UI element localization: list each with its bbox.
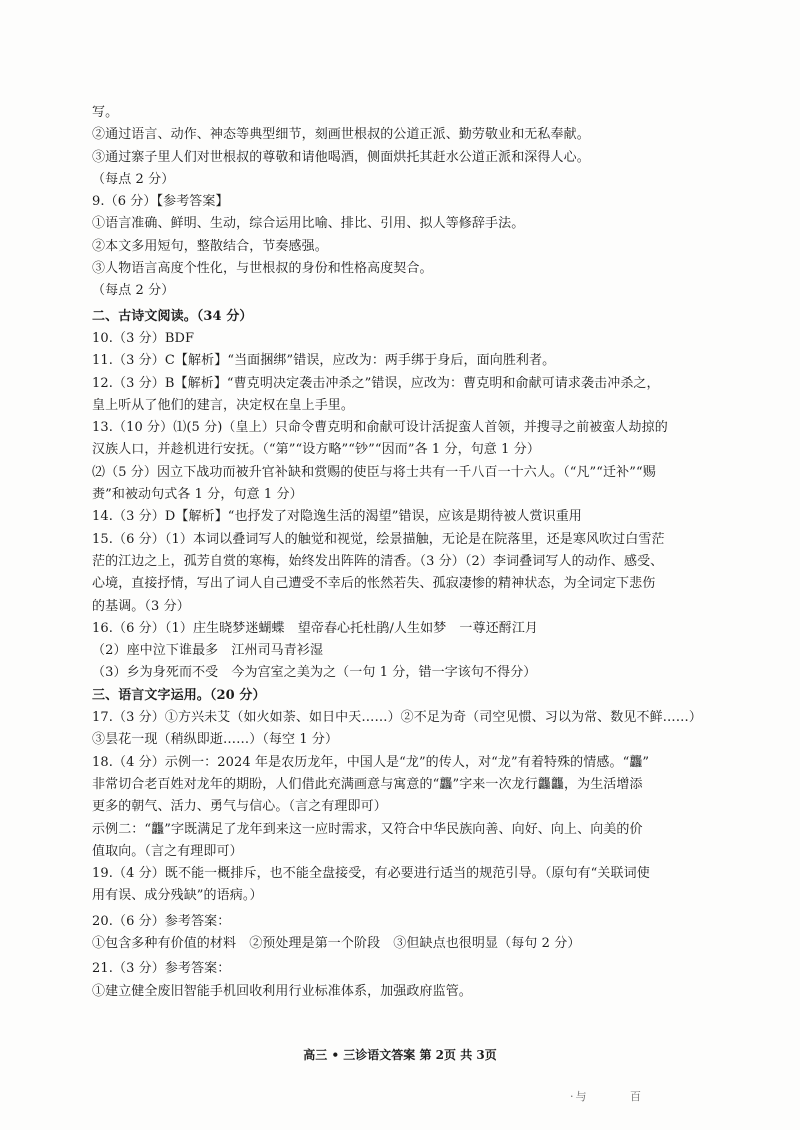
text-line: 19.（4 分）既不能一概排斥，也不能全盘接受，有必要进行适当的规范引导。（原句有“关联词使 [92, 866, 650, 882]
corner-mark: ·与 [570, 1090, 589, 1103]
text-line: 18.（4 分）示例一：2024 年是农历龙年，中国人是“龙”的传人，对“龙”有着特殊的情感。“龘” [92, 754, 650, 770]
text-line: 更多的朝气、活力、勇气与信心。（言之有理即可） [92, 799, 387, 815]
text-line: ①语言准确、鲜明、生动，综合运用比喻、排比、引用、拟人等修辞手法。 [92, 216, 525, 232]
section-heading-classical: 二、古诗文阅读。（34 分） [92, 308, 253, 324]
text-line: 非常切合老百姓对龙年的期盼，人们借此充满画意与寓意的“龘”字来一次龙行龘龘，为生活增添 [92, 776, 643, 792]
text-line: 的基调。（3 分） [92, 598, 190, 614]
text-line: 15.（6 分）（1）本词以叠词写人的触觉和视觉，绘景描触，无论是在院落里，还是寒风吹过白雪茫 [92, 531, 665, 547]
text-line: ③昙花一现（稍纵即逝……）（每空 1 分） [92, 732, 339, 748]
text-line: 20.（6 分）参考答案： [92, 913, 231, 929]
text-line: 12.（3 分）B【解析】“曹克明决定袭击冲杀之”错误，应改为：曹克明和俞献可请求袭击冲杀之， [92, 375, 660, 391]
text-line: ①建立健全废旧智能手机回收利用行业标准体系，加强政府监管。 [92, 983, 472, 999]
text-line: 17.（3 分）①方兴未艾（如火如荼、如日中天……）②不足为奇（司空见惯、习以为常、数见不鲜……） [92, 710, 702, 726]
text-line: ②本文多用短句，整散结合，节奏感强。 [92, 238, 328, 254]
text-line: 赉”和被动句式各 1 分，句意 1 分） [92, 487, 303, 503]
text-line: 10.（3 分）BDF [92, 330, 195, 346]
text-line: 心境，直接抒情，写出了词人自己遭受不幸后的怅然若失、孤寂凄惨的精神状态，为全词定下悲伤 [92, 576, 656, 592]
text-line: ③人物语言高度个性化，与世根叔的身份和性格高度契合。 [92, 261, 433, 277]
section-heading-language: 三、语言文字运用。（20 分） [92, 687, 266, 703]
text-line: 写。 [92, 105, 119, 120]
answer-key-body [92, 102, 732, 1003]
text-line: 皇上听从了他们的建言，决定权在皇上手里。 [92, 397, 355, 413]
text-line: ⑵（5 分）因立下战功而被升官补缺和赏赐的使臣与将士共有一千八百一十六人。（“凡”“迁补”“赐 [92, 464, 656, 480]
text-line: 11.（3 分）C【解析】“当面捆绑”错误，应改为：两手绑于身后，面向胜利者。 [92, 353, 556, 369]
text-line: 汉族人口，并趁机进行安抚。（“第”“设方略”“钞”“因而”各 1 分，句意 1 分） [92, 442, 540, 458]
corner-mark: 百 [630, 1090, 643, 1103]
text-line: （2）座中泣下谁最多 江州司马青衫湿 [92, 643, 324, 659]
text-line: ②通过语言、动作、神态等典型细节，刻画世根叔的公道正派、勤劳敬业和无私奉献。 [92, 127, 590, 143]
text-line: 示例二：“龘”字既满足了龙年到来这一应时需求，又符合中华民族向善、向好、向上、向美的价 [92, 821, 643, 837]
text-line: 用有误、成分残缺”的语病。） [92, 888, 263, 904]
text-line: （每点 2 分） [92, 171, 175, 187]
question-heading: 9.（6 分）【参考答案】 [92, 194, 229, 210]
text-line: ①包含多种有价值的材料 ②预处理是第一个阶段 ③但缺点也很明显（每句 2 分） [92, 935, 581, 951]
text-line: 21.（3 分）参考答案： [92, 961, 231, 977]
text-line: 13.（10 分）⑴(5 分)（皇上）只命令曹克明和俞献可设计活捉蛮人首领，并搜寻之前被蛮人劫掠的 [92, 420, 668, 436]
text-line: ③通过寨子里人们对世根叔的尊敬和请他喝酒，侧面烘托其赶水公道正派和深得人心。 [92, 149, 590, 165]
text-line: 茫的江边之上，孤芳自赏的寒梅，始终发出阵阵的清香。（3 分）（2）李词叠词写人的动作、感受、 [92, 553, 664, 569]
text-line: 值取向。（言之有理即可） [92, 843, 243, 859]
page-footer: 高三 • 三诊语文答案 第 2页 共 3页 [303, 1048, 497, 1062]
text-line: 16.（6 分）（1）庄生晓梦迷蝴蝶 望帝春心托杜鹃/人生如梦 一尊还酹江月 [92, 620, 539, 636]
text-line: （3）乡为身死而不受 今为宫室之美为之（一句 1 分，错一字该句不得分） [92, 665, 537, 681]
text-line: （每点 2 分） [92, 283, 175, 299]
text-line: 14.（3 分）D【解析】“也抒发了对隐逸生活的渴望”错误，应该是期待被人赏识重用 [92, 509, 582, 525]
